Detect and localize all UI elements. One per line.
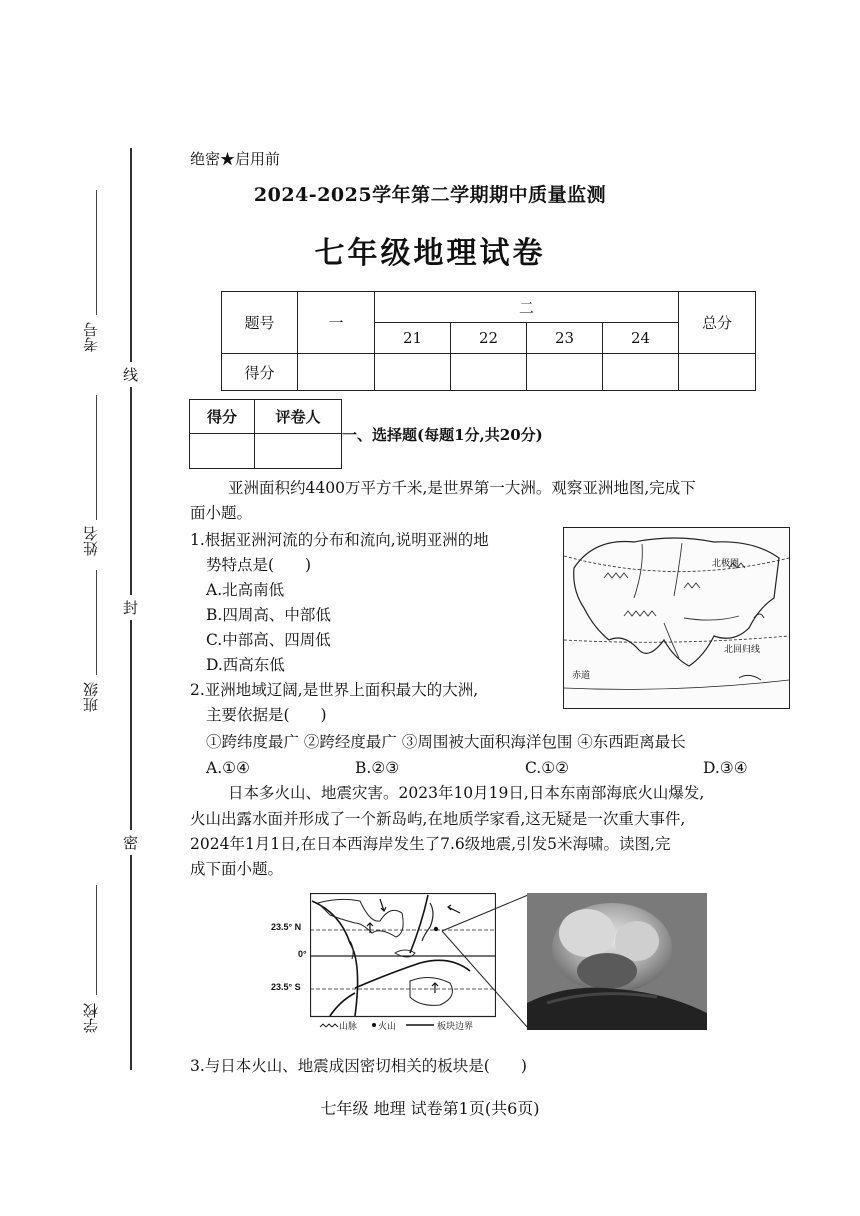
q1-option-b[interactable]: B.四周高、中部低 — [206, 606, 331, 624]
sub-question-24: 24 — [603, 323, 679, 354]
section-heading: 一、选择题(每题1分,共20分) — [342, 426, 543, 444]
grader-table — [189, 399, 342, 469]
legend-volcano: 火山 — [378, 1021, 397, 1031]
score-cell-24[interactable] — [603, 354, 679, 391]
legend-plate-boundary: 板块边界 — [437, 1021, 474, 1031]
q1-option-d[interactable]: D.西高东低 — [206, 656, 285, 674]
volcano-photo-drawing — [527, 893, 707, 1030]
q1-stem-line2: 势特点是( ) — [206, 556, 312, 574]
asia-map — [563, 527, 790, 709]
grader-score-cell[interactable] — [190, 434, 255, 469]
q1-option-c[interactable]: C.中部高、四周低 — [206, 631, 331, 649]
part-one-header: 一 — [298, 292, 375, 354]
grader-score-label: 得分 — [190, 400, 255, 434]
q2-stem-line2: 主要依据是( ) — [206, 706, 327, 724]
secret-mark: 绝密★启用前 — [190, 150, 281, 168]
exam-title: 2024-2025学年第二学期期中质量监测 — [253, 184, 607, 206]
q1-stem-line1: 1.根据亚洲河流的分布和流向,说明亚洲的地 — [190, 531, 489, 549]
score-table — [221, 291, 756, 391]
q3-stem: 3.与日本火山、地震成因密切相关的板块是( ) — [190, 1057, 527, 1075]
sub-question-21: 21 — [375, 323, 451, 354]
q2-option-b[interactable]: B.②③ — [355, 759, 400, 777]
grader-name-cell[interactable] — [255, 434, 342, 469]
volcano-photo — [527, 893, 707, 1030]
q2-statements: ①跨纬度最广 ②跨经度最广 ③周围被大面积海洋包围 ④东西距离最长 — [206, 733, 686, 751]
page-footer: 七年级 地理 试卷第1页(共6页) — [320, 1099, 540, 1118]
sub-question-23: 23 — [527, 323, 603, 354]
lat-equator-label: 0° — [298, 949, 307, 959]
intro2-line1: 日本多火山、地震灾害。2023年10月19日,日本东南部海底火山爆发, — [228, 784, 705, 802]
q1-option-a[interactable]: A.北高南低 — [206, 581, 285, 599]
class-line — [96, 570, 97, 675]
sub-question-22: 22 — [451, 323, 527, 354]
tropic-of-cancer-label: 北回归线 — [724, 644, 761, 654]
binding-char-mi: 密 — [123, 830, 138, 855]
q2-option-c[interactable]: C.①② — [525, 759, 570, 777]
score-cell-total[interactable] — [679, 354, 756, 391]
grader-label: 评卷人 — [255, 400, 342, 434]
name-line — [96, 395, 97, 520]
score-cell-22[interactable] — [451, 354, 527, 391]
intro1-line2: 面小题。 — [190, 504, 253, 522]
arctic-circle-label: 北极圈 — [712, 558, 740, 568]
intro1-line1: 亚洲面积约4400万平方千米,是世界第一大洲。观察亚洲地图,完成下 — [228, 479, 696, 497]
connector-lines — [440, 893, 532, 1033]
score-cell-23[interactable] — [527, 354, 603, 391]
score-cell-part1[interactable] — [298, 354, 375, 391]
school-line — [96, 885, 97, 995]
score-cell-21[interactable] — [375, 354, 451, 391]
lat-south-label: 23.5° S — [271, 982, 301, 992]
intro2-line2: 火山出露水面并形成了一个新岛屿,在地质学家看,这无疑是一次重大事件, — [190, 810, 686, 828]
intro2-line4: 成下面小题。 — [190, 860, 284, 878]
binding-char-xian: 线 — [123, 362, 138, 387]
exam-number-label: 考号 — [82, 322, 100, 352]
binding-char-feng: 封 — [123, 595, 138, 620]
equator-label: 赤道 — [572, 670, 591, 680]
school-label: 学校 — [82, 1003, 100, 1033]
lat-north-label: 23.5° N — [271, 922, 302, 932]
paper-title: 七年级地理试卷 — [314, 236, 546, 271]
q2-option-a[interactable]: A.①④ — [206, 759, 250, 777]
asia-map-drawing — [564, 528, 789, 708]
score-row-label: 得分 — [222, 354, 298, 391]
class-label: 班级 — [82, 682, 100, 712]
intro2-line3: 2024年1月1日,在日本西海岸发生了7.6级地震,引发5米海啸。读图,完 — [190, 835, 671, 853]
part-two-header: 二 — [375, 292, 679, 323]
name-label: 姓名 — [82, 526, 100, 556]
question-number-header: 题号 — [222, 292, 298, 354]
total-header: 总分 — [679, 292, 756, 354]
q2-stem-line1: 2.亚洲地域辽阔,是世界上面积最大的大洲, — [190, 681, 479, 699]
legend-mountain: 山脉 — [339, 1021, 358, 1031]
q2-option-d[interactable]: D.③④ — [703, 759, 748, 777]
